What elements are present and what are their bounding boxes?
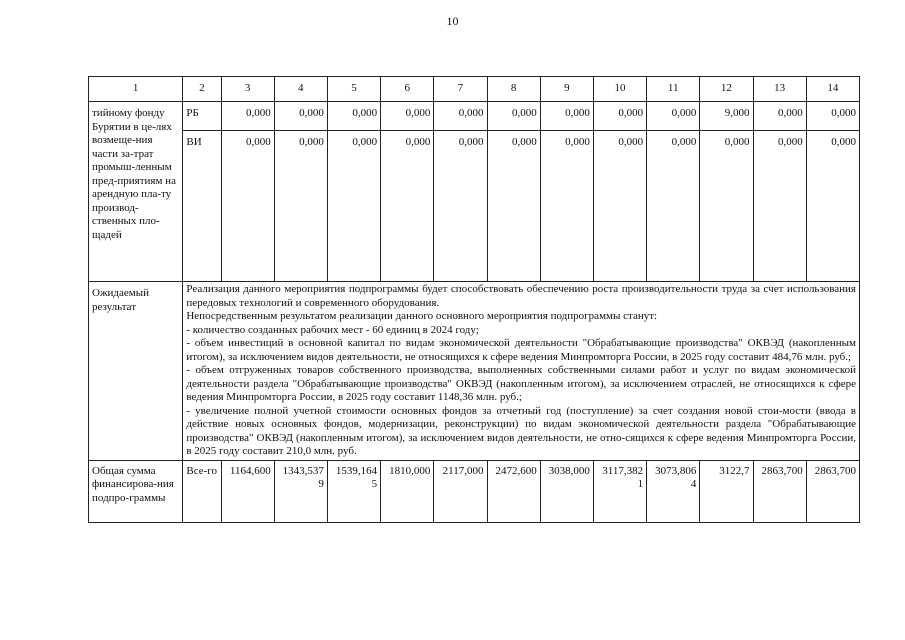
total-value: 1810,000 xyxy=(389,464,431,477)
value-cell: 0,000 xyxy=(221,131,274,282)
header-cell: 10 xyxy=(593,77,646,102)
total-value-cell xyxy=(434,460,487,522)
source-cell: ВИ xyxy=(183,131,221,282)
financing-table xyxy=(88,76,860,523)
total-row xyxy=(89,460,860,522)
value-cell: 0,000 xyxy=(434,131,487,282)
value-cell: 0,000 xyxy=(540,131,593,282)
value-cell: 0,000 xyxy=(593,102,646,131)
total-value: 3117,3821 xyxy=(602,464,644,490)
result-paragraph: - количество созданных рабочих мест - 60 единиц в 2024 году; xyxy=(186,323,479,336)
total-value: 2863,700 xyxy=(814,464,856,477)
total-value: 1343,5379 xyxy=(282,464,324,490)
value-cell: 0,000 xyxy=(221,102,274,131)
expected-result-text xyxy=(183,282,860,461)
value-cell: 0,000 xyxy=(274,102,327,131)
value-cell: 0,000 xyxy=(647,131,700,282)
header-cell: 1 xyxy=(89,77,183,102)
value-cell: 0,000 xyxy=(434,102,487,131)
value-cell: 0,000 xyxy=(753,131,806,282)
header-cell: 7 xyxy=(434,77,487,102)
source-cell: РБ xyxy=(183,102,221,131)
value-cell: 0,000 xyxy=(327,131,380,282)
header-row xyxy=(89,77,860,102)
page-number: 10 xyxy=(446,14,459,28)
total-value: 1164,600 xyxy=(229,464,271,477)
value-cell: 0,000 xyxy=(753,102,806,131)
expected-result-label: Ожидаемый результат xyxy=(89,282,183,461)
total-value-cell xyxy=(593,460,646,522)
table-row xyxy=(89,102,860,131)
header-cell: 9 xyxy=(540,77,593,102)
value-cell: 0,000 xyxy=(381,102,434,131)
result-paragraph: Реализация данного мероприятия подпрограммы будет способствовать обеспечению роста производительности труда за счет использования передовых технологий и современного оборудования. xyxy=(186,283,856,309)
total-value-cell xyxy=(381,460,434,522)
total-value-cell xyxy=(274,460,327,522)
value-cell: 9,000 xyxy=(700,102,753,131)
total-value-cell xyxy=(806,460,859,522)
result-paragraph: - увеличение полной учетной стоимости основных фондов за отчетный год (поступление) за счет создания новой стои-мости (ввода в действие новых основных фондов, модернизации, реконструкции) по видам экономической деятельности раздела "Обрабатывающие производства" ОКВЭД (накопленным итогом), за исключением видов деятельности, не отно-сящихся к сфере ведения Минпромторга России, в 2025 году составит 210,0 млн. руб. xyxy=(186,404,856,457)
header-cell: 12 xyxy=(700,77,753,102)
total-value: 2472,600 xyxy=(495,464,537,477)
result-paragraph: - объем инвестиций в основной капитал по видам экономической деятельности "Обрабатывающие производства" ОКВЭД (накопленным итогом), за исключением видов деятельности, не относящихся к сфере ведения Минпромторга России, в 2025 году составит 484,76 млн. руб.; xyxy=(186,337,856,363)
value-cell: 0,000 xyxy=(327,102,380,131)
source-cell: Все-го xyxy=(183,460,221,522)
total-value-cell xyxy=(487,460,540,522)
total-value: 2117,000 xyxy=(442,464,484,477)
header-cell: 13 xyxy=(753,77,806,102)
value-cell: 0,000 xyxy=(381,131,434,282)
header-cell: 4 xyxy=(274,77,327,102)
header-cell: 6 xyxy=(381,77,434,102)
total-value: 3038,000 xyxy=(548,464,590,477)
total-value: 2863,700 xyxy=(761,464,803,477)
header-cell: 2 xyxy=(183,77,221,102)
total-value-cell xyxy=(540,460,593,522)
result-paragraph: Непосредственным результатом реализации данного основного мероприятия подпрограммы станут: xyxy=(186,310,658,322)
header-cell: 14 xyxy=(806,77,859,102)
value-cell: 0,000 xyxy=(487,102,540,131)
value-cell: 0,000 xyxy=(647,102,700,131)
total-value: 3122,7 xyxy=(719,464,750,477)
total-value-cell xyxy=(327,460,380,522)
value-cell: 0,000 xyxy=(540,102,593,131)
value-cell: 0,000 xyxy=(806,102,859,131)
measure-label: тийному фонду Бурятии в це-лях возмеще-ния части за-трат промыш-ленным пред-приятиям на арендную пла-ту производ-ственных пло-щадей xyxy=(89,102,183,282)
header-cell: 11 xyxy=(647,77,700,102)
total-value: 1539,1645 xyxy=(335,464,378,490)
value-cell: 0,000 xyxy=(274,131,327,282)
total-value-cell xyxy=(221,460,274,522)
value-cell: 0,000 xyxy=(487,131,540,282)
expected-result-row xyxy=(89,282,860,461)
value-cell: 0,000 xyxy=(700,131,753,282)
total-value: 3073,8064 xyxy=(655,464,697,490)
total-value-cell xyxy=(700,460,753,522)
header-cell: 8 xyxy=(487,77,540,102)
header-cell: 3 xyxy=(221,77,274,102)
value-cell: 0,000 xyxy=(593,131,646,282)
result-paragraph: - объем отгруженных товаров собственного производства, выполненных собственными силами работ и услуг по видам экономической деятельности раздела "Обрабатывающие производства" ОКВЭД (накопленным итогом), за исключением отраслей, не относящихся к сфере ведения Минпромторга России, в 2025 году составит 1148,36 млн. руб.; xyxy=(186,364,856,403)
header-cell: 5 xyxy=(327,77,380,102)
total-label: Общая сумма финансирова-ния подпро-граммы xyxy=(89,460,183,522)
total-value-cell xyxy=(753,460,806,522)
total-value-cell xyxy=(647,460,700,522)
value-cell: 0,000 xyxy=(806,131,859,282)
table-row xyxy=(89,131,860,282)
